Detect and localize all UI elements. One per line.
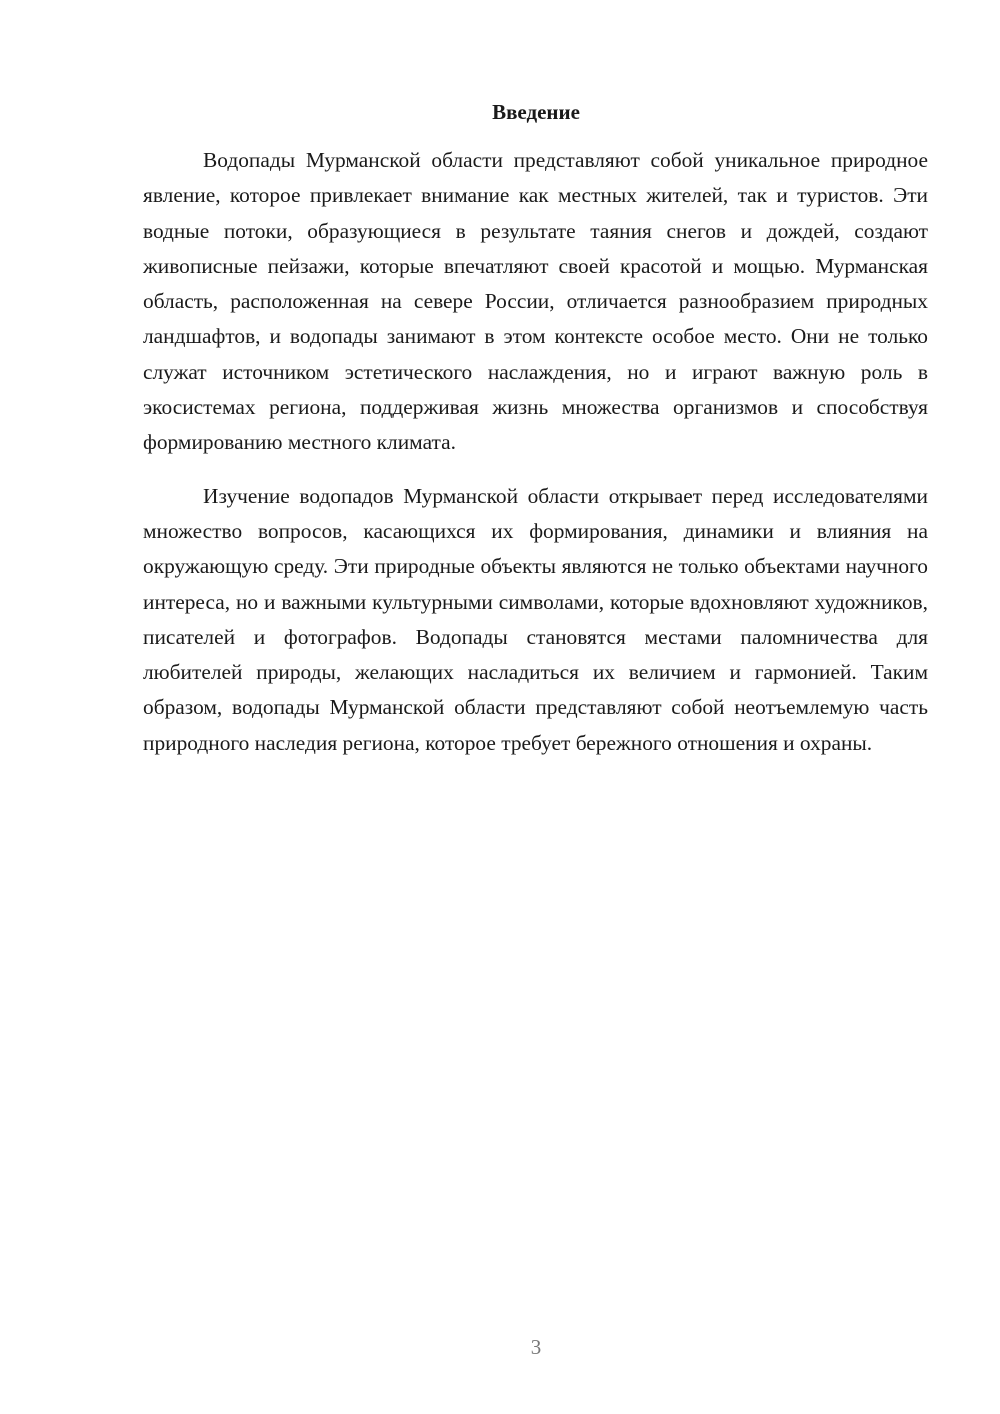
body-text: [143, 143, 928, 761]
section-heading: Введение: [492, 100, 580, 124]
paragraph: Водопады Мурманской области представляют собой уникальное природное явление, которое привлекает внимание как местных жителей, так и туристов. Эти водные потоки, образующиеся в результате таяния снегов и дождей, создают живописные пейзажи, которые впечатляют своей красотой и мощью. Мурманская область, расположенная на севере России, отличается разнообразием природных ландшафтов, и водопады занимают в этом контексте особое место. Они не только служат источником эстетического наслаждения, но и играют важную роль в экосистемах региона, поддерживая жизнь множества организмов и способствуя формированию местного климата.: [143, 148, 928, 455]
paragraph: Изучение водопадов Мурманской области открывает перед исследователями множество вопросов, касающихся их формирования, динамики и влияния на окружающую среду. Эти природные объекты являются не только объектами научного интереса, но и важными культурными символами, которые вдохновляют художников, писателей и фотографов. Водопады становятся местами паломничества для любителей природы, желающих насладиться их величием и гармонией. Таким образом, водопады Мурманской области представляют собой неотъемлемую часть природного наследия региона, которое требует бережного отношения и охраны.: [143, 483, 928, 755]
page-number: 3: [530, 1335, 542, 1359]
